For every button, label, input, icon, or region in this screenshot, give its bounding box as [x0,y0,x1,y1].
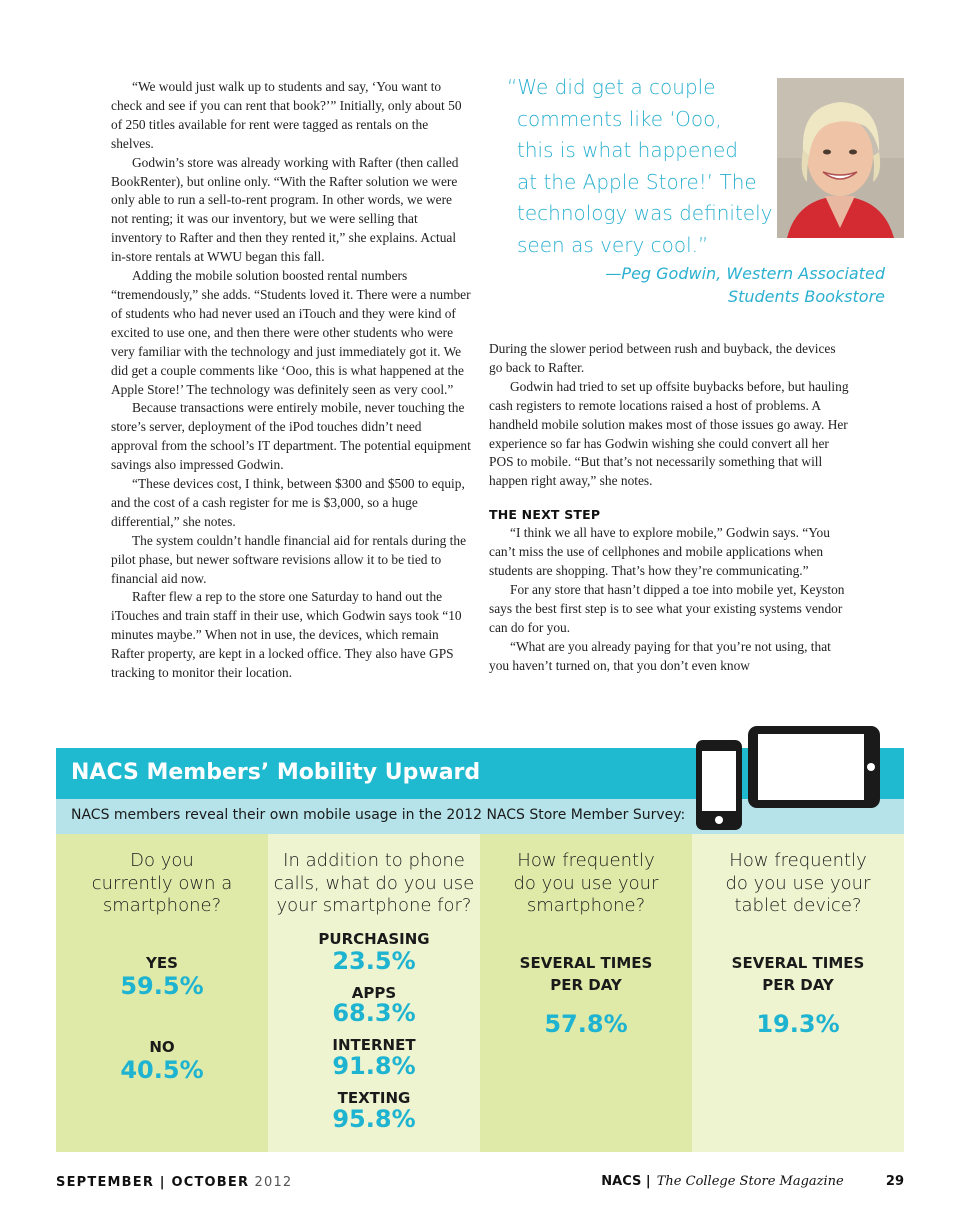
question-line: your smartphone for? [276,895,472,916]
answer-value: 95.8% [332,1105,416,1133]
answer-value: 91.8% [332,1052,416,1080]
answer-value: 57.8% [544,1010,628,1038]
paragraph: During the slower period between rush and buyback, the devices go back to Rafter. [489,341,836,375]
tablet-icon [748,726,880,808]
answer-label-line: SEVERAL TIMES [519,954,653,972]
pull-quote-line: this is what happened [517,138,738,162]
answer-label: APPS [351,984,397,1002]
article-left-column [111,78,471,683]
question-line: Do you [130,850,194,871]
paragraph: Because transactions were entirely mobile, never touching the store’s server, deployment of the iPod touches didn’t need approval from the school’s IT department. The potential equipment savings also impressed Godwin. [111,400,471,473]
question-line: do you use your [725,872,871,894]
paragraph: “These devices cost, I think, between $300 and $500 to equip, and the cost of a cash register for me is $3,000, so a huge differential,” she notes. [111,476,465,529]
footer-publication [601,1174,904,1189]
answer-label: TEXTING [337,1089,411,1107]
survey-grid [56,834,904,1152]
answer-value: 40.5% [120,1056,204,1084]
publisher-name: NACS | [601,1174,651,1189]
pull-quote-line: technology was definitely [517,201,773,225]
question-line: In addition to phone [283,850,465,871]
question-line: do you use your [513,872,659,894]
survey-question [692,850,904,918]
quote-attribution [485,263,885,308]
portrait-illustration [777,78,904,238]
answer-label: NO [149,1038,175,1056]
pull-quote-line: “We did get a couple [507,75,716,99]
survey-question [480,850,692,918]
question-line: calls, what do you use [273,872,475,894]
pull-quote [507,72,772,261]
answer-label: INTERNET [332,1036,416,1054]
attribution-line: —Peg Godwin, Western Associated [605,264,885,283]
paragraph: Godwin had tried to set up offsite buybacks before, but hauling cash registers to remote locations raised a host of problems. A handheld mobile solution makes most of those issues go away. Her experience so far has Godwin wishing she could convert all her POS to mobile. “But that’s not necessarily something that will happen right away,” she notes. [489,378,849,489]
attribution-line: Students Bookstore [727,286,885,306]
answer-value: 68.3% [332,999,416,1027]
pull-quote-line: comments like ‘Ooo, [517,106,722,131]
paragraph: Rafter flew a rep to the store one Saturday to hand out the iTouches and train staff in their use, which Godwin says took “10 minutes maybe.” When not in use, the devices, which remain Rafter property, are kept in a locked office. They also have GPS tracking to monitor their location. [111,589,462,681]
answer-label [692,952,904,996]
section-heading: THE NEXT STEP [489,507,601,523]
paragraph: “We would just walk up to students and say, ‘You want to check and see if you can rent that book?’” Initially, only about 50 of 250 titles available for rent were tagged as rentals on the shelves. [111,79,462,151]
pull-quote-line: seen as very cool.” [517,232,709,257]
answer-label: YES [146,954,178,972]
question-line: How frequently [729,850,867,871]
question-line: smartphone? [526,895,646,916]
sidebar-subtitle: NACS members reveal their own mobile usage in the 2012 NACS Store Member Survey: [71,807,686,823]
device-illustration [694,724,884,832]
survey-question [56,850,268,918]
answer-label: PURCHASING [318,930,430,948]
answer-label [480,952,692,996]
paragraph: Adding the mobile solution boosted rental numbers “tremendously,” she adds. “Students loved it. There were a number of students who had never used an iTouch and they were kind of excited to use one, and then there were other students who were very familiar with the technology and just immediately got it. We did get a couple comments like ‘Ooo, this is what happened at the Apple Store!’ The technology was definitely seen as very cool.” [111,268,471,397]
question-line: currently own a [91,872,233,894]
issue-year: 2012 [254,1175,293,1190]
sidebar-title: NACS Members’ Mobility Upward [71,760,481,785]
answer-label-line: SEVERAL TIMES [731,954,865,972]
answer-label-line: PER DAY [762,976,834,994]
pull-quote-line: at the Apple Store!’ The [517,169,757,194]
survey-cell [692,834,904,1152]
footer-issue [56,1175,292,1190]
page-number: 29 [885,1174,904,1189]
survey-cell [480,834,692,1152]
answer-value: 19.3% [756,1010,840,1038]
device-icons [694,724,884,832]
paragraph: Godwin’s store was already working with Rafter (then called BookRenter), but online only. “With the Rafter solution we were only able to run a sell-to-rent program. In other words, we were not renting; it was our inventory, but we were selling that inventory to Rafter and then they rented it,” she explains. Actual in-store rentals at WWU began this fall. [111,154,459,265]
survey-cell [268,834,480,1152]
question-line: How frequently [517,850,655,871]
issue-months: SEPTEMBER | OCTOBER [56,1175,250,1190]
answer-value: 23.5% [332,947,416,975]
portrait-photo [777,78,904,238]
question-line: smartphone? [102,895,222,916]
article-right-column [489,340,849,676]
magazine-name: The College Store Magazine [656,1174,844,1189]
paragraph: The system couldn’t handle financial aid for rentals during the pilot phase, but newer software revisions allow it to be tied to financial aid now. [111,532,467,586]
survey-question [268,850,480,918]
smartphone-icon [696,740,742,830]
paragraph: For any store that hasn’t dipped a toe into mobile yet, Keyston says the best first step is to see what your existing systems vendor can do for you. [489,581,845,635]
paragraph: “What are you already paying for that you’re not using, that you haven’t turned on, that you don’t even know [489,638,831,673]
question-line: tablet device? [734,895,862,916]
answer-label-line: PER DAY [550,976,622,994]
answer-value: 59.5% [120,972,204,1000]
survey-cell [56,834,268,1152]
paragraph: “I think we all have to explore mobile,” Godwin says. “You can’t miss the use of cellphones and mobile applications when students are shopping. That’s how they’re communicating.” [489,525,830,579]
